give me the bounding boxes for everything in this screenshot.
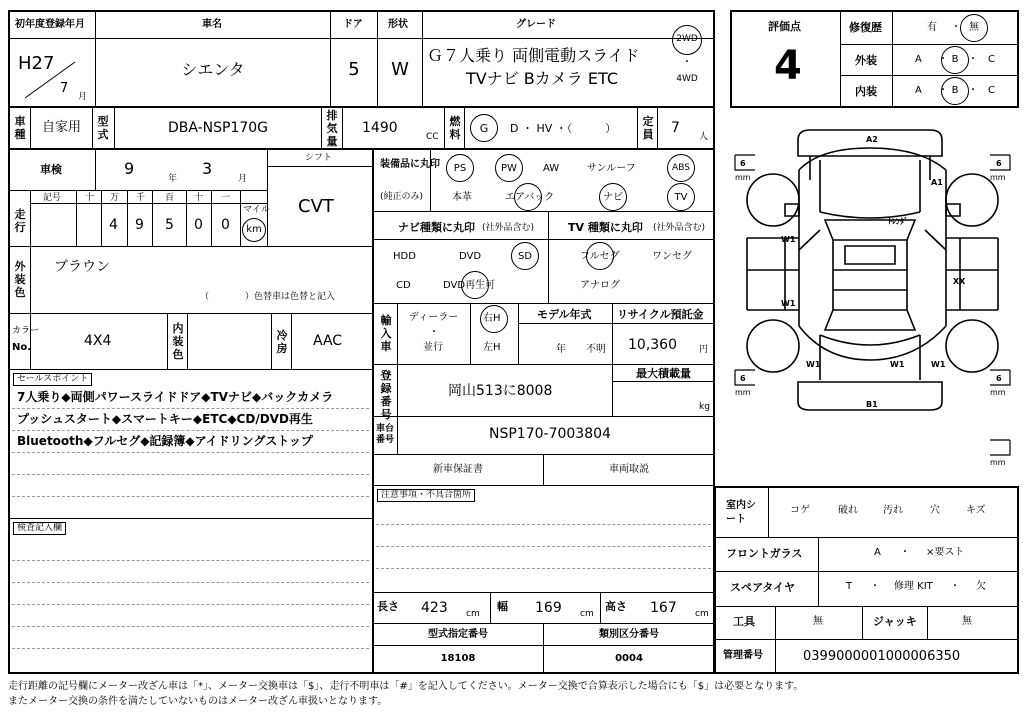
shift-label: シフト [305,153,333,163]
max-load-label: 最大積載量 [636,367,691,380]
usage-label: 車種 [14,115,26,141]
inspection-year-unit: 年 [168,174,178,184]
divider [519,323,714,324]
damage-mark-xx: XX [953,277,966,286]
mileage-digit: 4 [109,217,118,233]
divider [927,607,928,639]
spare-dot: ・ [950,581,960,592]
navi-dvd-playback: DVD再生可 [443,280,496,291]
model-label: 型式 [97,115,109,141]
divider [101,191,102,246]
spare-t: T [846,581,853,592]
divider [373,416,714,417]
divider [715,571,1018,572]
spare-tire-label: スペアタイヤ [730,581,796,594]
divider [92,107,93,148]
damage-mark-w1: W1 [781,235,796,244]
ruled-line [12,560,369,561]
divider [240,191,241,246]
damage-mark-a2: A2 [866,135,878,144]
equipment-subtitle: (純正のみ) [380,192,424,202]
category-value: 0004 [615,653,643,664]
first-reg-label: 初年度登録年月 [15,19,85,30]
interior-dot: ・ [968,85,978,96]
mileage-header-sen: 千 [136,193,146,203]
navi-type-title: ナビ種類に丸印 [398,221,475,234]
divider [95,11,96,106]
exterior-color-label: 外装色 [14,260,26,299]
interior-color-label: 内装色 [172,322,184,361]
tire-depth-label: 6 [740,159,746,168]
divider [127,191,128,246]
height-label: 高さ [605,600,627,613]
model-year-label: モデル年式 [537,308,592,321]
divider [76,191,77,246]
length-label: 長さ [377,600,399,613]
tire-depth-unit: mm [735,388,751,397]
exterior-grade-a: A [915,54,922,65]
mileage-unit-mile: マイル [243,205,270,215]
divider [342,107,343,148]
ruled-line [376,524,711,525]
sales-line-1: 7人乗り◆両側パワースライドドア◆TVナビ◆バックカメラ [17,390,334,404]
divider [612,304,613,416]
grade-line-1: Ｇ７人乗り 両側電動スライド [427,46,640,65]
divider [862,607,863,639]
spare-dot: ・ [870,581,880,592]
divider [715,639,1018,640]
divider [31,203,267,204]
windshield-label: フロントガラス [726,547,803,560]
tool-value: 無 [813,616,823,627]
seat-stain: 汚れ [883,505,903,516]
color-change-note: （ ）色替車は色替と記入 [200,292,336,302]
inspection-month-unit: 月 [238,174,248,184]
divider [186,191,187,246]
interior-grade-c: C [988,85,995,96]
fuel-label: 燃料 [449,115,461,141]
divider [657,107,658,148]
mileage-digit: 0 [194,217,203,233]
damage-mark-trenda: ﾄﾚﾝﾀﾞ [888,217,908,226]
ruled-line [12,626,369,627]
score-value: 4 [774,43,802,89]
interior-label: 内装 [855,85,877,98]
divider [9,246,372,247]
tire-depth-unit: mm [990,458,1006,467]
jack-value: 無 [962,616,972,627]
divider [373,645,714,646]
height-unit: cm [695,609,709,619]
divider [267,149,268,246]
exterior-grade-c: C [988,54,995,65]
equip-navi: ナビ [603,192,623,203]
seat-burn: コゲ [790,505,810,516]
grade-line-2: TVナビ Bカメラ ETC [466,69,618,88]
max-load-unit: kg [699,402,710,412]
door-count: 5 [348,59,360,80]
ruled-line [12,496,369,497]
divider [373,485,714,486]
registration-value: 岡山513に8008 [448,383,553,399]
divider [397,365,398,455]
designation-label: 型式指定番号 [428,629,488,640]
ruled-line [12,452,369,453]
management-number-label: 管理番号 [723,650,763,661]
divider [95,149,96,190]
divider [377,11,378,106]
mileage-header-ichi: 一 [221,193,231,203]
tv-analog: アナログ [580,280,620,291]
spare-missing: 欠 [976,581,986,592]
chassis-value: NSP170-7003804 [489,426,611,442]
equip-abs: ABS [672,163,690,173]
color-code-label-top: カラー [12,326,40,336]
height-value: 167 [650,600,677,616]
footer-note-line-2: またメーター交換の条件を満たしていないものはメーター改ざん車扱いとなります。 [8,696,388,707]
tire-depth-unit: mm [990,173,1006,182]
divider [715,537,1018,538]
chassis-label: 車台番号 [376,424,395,445]
divider [9,148,714,150]
divider [291,314,292,369]
first-reg-month-unit: 月 [78,92,88,102]
vehicle-damage-diagram [725,120,1020,480]
shift-value: CVT [298,196,334,217]
ruled-line [12,408,369,409]
divider [187,314,188,369]
divider [30,247,31,313]
mileage-header-10man: 十 [85,193,95,203]
tv-fullseg: フルセグ [580,251,620,262]
divider [373,364,714,365]
damage-mark-w1: W1 [781,299,796,308]
damage-mark-w1: W1 [931,360,946,369]
ruled-line [12,582,369,583]
divider [397,304,398,364]
navi-hdd: HDD [393,251,416,262]
divider [373,239,714,240]
divider [373,303,714,304]
seat-hole: 穴 [930,505,940,516]
drive-2wd: 2WD [676,34,698,44]
tire-depth-label: 6 [740,374,746,383]
new-car-warranty: 新車保証書 [433,464,483,475]
divider [9,313,372,314]
inspection-label: 車検 [40,163,62,176]
divider [321,107,322,148]
import-dealer: ディーラー [409,312,459,323]
width-unit: cm [580,609,594,619]
drive-4wd: 4WD [676,74,698,84]
equipment-title: 装備品に丸印 [380,159,440,170]
length-value: 423 [421,600,448,616]
divider [768,487,769,537]
exterior-dot: ・ [938,54,948,65]
tire-depth-label: 6 [996,159,1002,168]
model-year-unit: 年 [556,344,566,355]
category-label: 類別区分番号 [599,629,659,640]
mileage-header-hyaku: 百 [165,193,175,203]
capacity-label: 定員 [642,115,654,141]
fuel-gasoline: G [479,122,489,135]
divider [840,11,841,107]
import-parallel: 並行 [423,342,443,353]
score-label: 評価点 [768,20,801,33]
ruled-line [12,604,369,605]
windshield-a: A [874,547,881,558]
divider [271,314,272,369]
model-year-unknown: 不明 [586,344,606,355]
import-dot: ・ [429,327,439,338]
import-left-hand: 左H [483,342,501,353]
damage-mark-a1: A1 [931,178,943,187]
mileage-header-symbol: 記号 [43,193,62,203]
equip-sunroof: サンルーフ [587,163,636,174]
mileage-header-man: 万 [110,193,120,203]
interior-seat-label: 室内シート [726,500,756,525]
equip-aw: AW [543,163,560,174]
divider [892,11,893,107]
ac-label: 冷房 [276,329,288,355]
mileage-unit-km: km [246,224,262,235]
interior-grade-a: A [915,85,922,96]
divider [9,518,372,519]
divider [464,107,465,148]
capacity-unit: 人 [699,132,709,142]
ac-value: AAC [313,333,343,349]
length-unit: cm [466,609,480,619]
divider [841,44,1018,45]
seat-tear: 破れ [838,505,858,516]
repair-dot: ・ [951,22,961,33]
car-name: シエンタ [181,60,245,79]
damage-mark-w1: W1 [890,360,905,369]
divider [518,304,519,364]
ruled-line [12,648,369,649]
windshield-repair: ×要スト [926,547,965,558]
drive-dot: ・ [682,57,692,68]
mileage-digit: 5 [165,217,174,233]
ruled-line [12,430,369,431]
divider [775,607,776,673]
divider [167,314,168,369]
divider [422,11,423,106]
vehicle-manual: 車両取説 [609,464,649,475]
displacement-label: 排気量 [326,109,338,148]
grade-label: グレード [516,19,556,30]
displacement-value: 1490 [362,120,398,136]
windshield-dot: ・ [900,547,910,558]
shape-label: 形状 [388,19,408,30]
divider [470,304,471,364]
ruled-line [376,546,711,547]
navi-dvd: DVD [459,251,482,262]
width-label: 幅 [497,600,508,613]
divider [373,592,714,593]
tire-depth-unit: mm [735,173,751,182]
navi-type-note: (社外品含む) [482,223,535,233]
divider [548,212,549,303]
model-value: DBA-NSP170G [167,120,269,136]
ruled-line [12,474,369,475]
car-name-label: 車名 [202,19,222,30]
divider [9,38,714,39]
tool-label: 工具 [733,615,755,628]
sales-point-label: セールスポイント [13,373,92,386]
exterior-grade-b: B [951,54,959,65]
registration-label: 登録番号 [380,369,392,421]
import-label: 輸入車 [380,314,392,353]
equip-tv: TV [674,192,688,203]
divider [600,593,601,623]
equip-ps: PS [453,163,467,174]
divider [30,191,31,246]
body-shape: W [391,59,409,80]
divider [637,107,638,148]
repair-history-label: 修復歴 [849,21,882,34]
divider [211,191,212,246]
ruled-line [376,568,711,569]
exterior-color-value: ブラウン [54,259,110,275]
interior-grade-b: B [951,85,959,96]
tv-type-note: (社外品含む) [653,223,706,233]
seat-scratch: キズ [966,505,986,516]
damage-mark-w1: W1 [806,360,821,369]
tire-depth-label: 6 [996,374,1002,383]
navi-sd: SD [517,251,533,262]
mileage-header-juu: 十 [194,193,204,203]
sales-line-2: プッシュスタート◆スマートキー◆ETC◆CD/DVD再生 [17,412,313,426]
first-reg-era: H27 [18,53,55,74]
equip-pw: PW [501,163,517,174]
fuel-options: D ・ HV ・（ ） [510,122,617,135]
tv-type-title: TV 種類に丸印 [568,221,643,234]
divider [330,11,331,106]
equip-airbag: エアバック [505,192,555,203]
interior-dot: ・ [938,85,948,96]
inspection-month: 3 [202,159,213,178]
divider [9,369,372,370]
damage-mark-b1: B1 [866,400,878,409]
mileage-digit: 9 [135,217,144,233]
mileage-digit: 0 [221,217,230,233]
inspection-year: 9 [124,159,135,178]
footer-note-line-1: 走行距離の記号欄にメーター改ざん車は「*」、メーター交換車は「$」、走行不明車は「#」を記入してください。メーター交換で合算表示した場合にも「$」は必要となります。 [8,681,804,692]
tire-depth-unit: mm [990,388,1006,397]
tv-oneseg: ワンセグ [652,251,692,262]
exterior-label: 外装 [855,54,877,67]
color-code-label-bottom: No. [12,342,32,353]
designation-value: 18108 [440,653,476,664]
divider [490,593,491,623]
mileage-label: 走行 [14,208,26,234]
divider [373,211,714,212]
slash-mark [20,60,80,100]
divider [444,107,445,148]
sales-line-3: Bluetooth◆フルセグ◆記録簿◆アイドリングストップ [17,434,313,448]
door-label: ドア [343,19,363,30]
navi-cd: CD [396,280,411,291]
equip-leather: 本革 [452,192,472,203]
recycle-value: 10,360 [628,337,677,353]
divider [715,606,1018,607]
color-code-value: 4X4 [84,333,112,349]
repair-no: 無 [969,22,979,33]
divider [268,166,372,167]
spare-repair-kit: 修理 KIT [894,581,933,592]
exterior-dot: ・ [968,54,978,65]
divider [841,75,1018,76]
recycle-unit: 円 [699,345,709,355]
caution-label: 注意事項・不具合箇所 [377,489,475,502]
divider [9,190,267,191]
width-value: 169 [535,600,562,616]
recycle-label: リサイクル預託金 [617,308,704,321]
jack-label: ジャッキ [873,615,917,628]
divider [152,191,153,246]
capacity-value: 7 [671,120,680,136]
management-number-value: 0399000001000006350 [803,649,961,664]
first-reg-month: 7 [60,81,69,96]
usage-value: 自家用 [41,120,81,135]
divider [613,381,714,382]
divider [372,149,374,673]
divider [818,538,819,606]
repair-yes: 有 [927,22,937,33]
cc-unit: CC [426,132,439,142]
inspector-notes-label: 検査記入欄 [13,522,66,535]
import-right-hand: 右H [483,313,501,324]
